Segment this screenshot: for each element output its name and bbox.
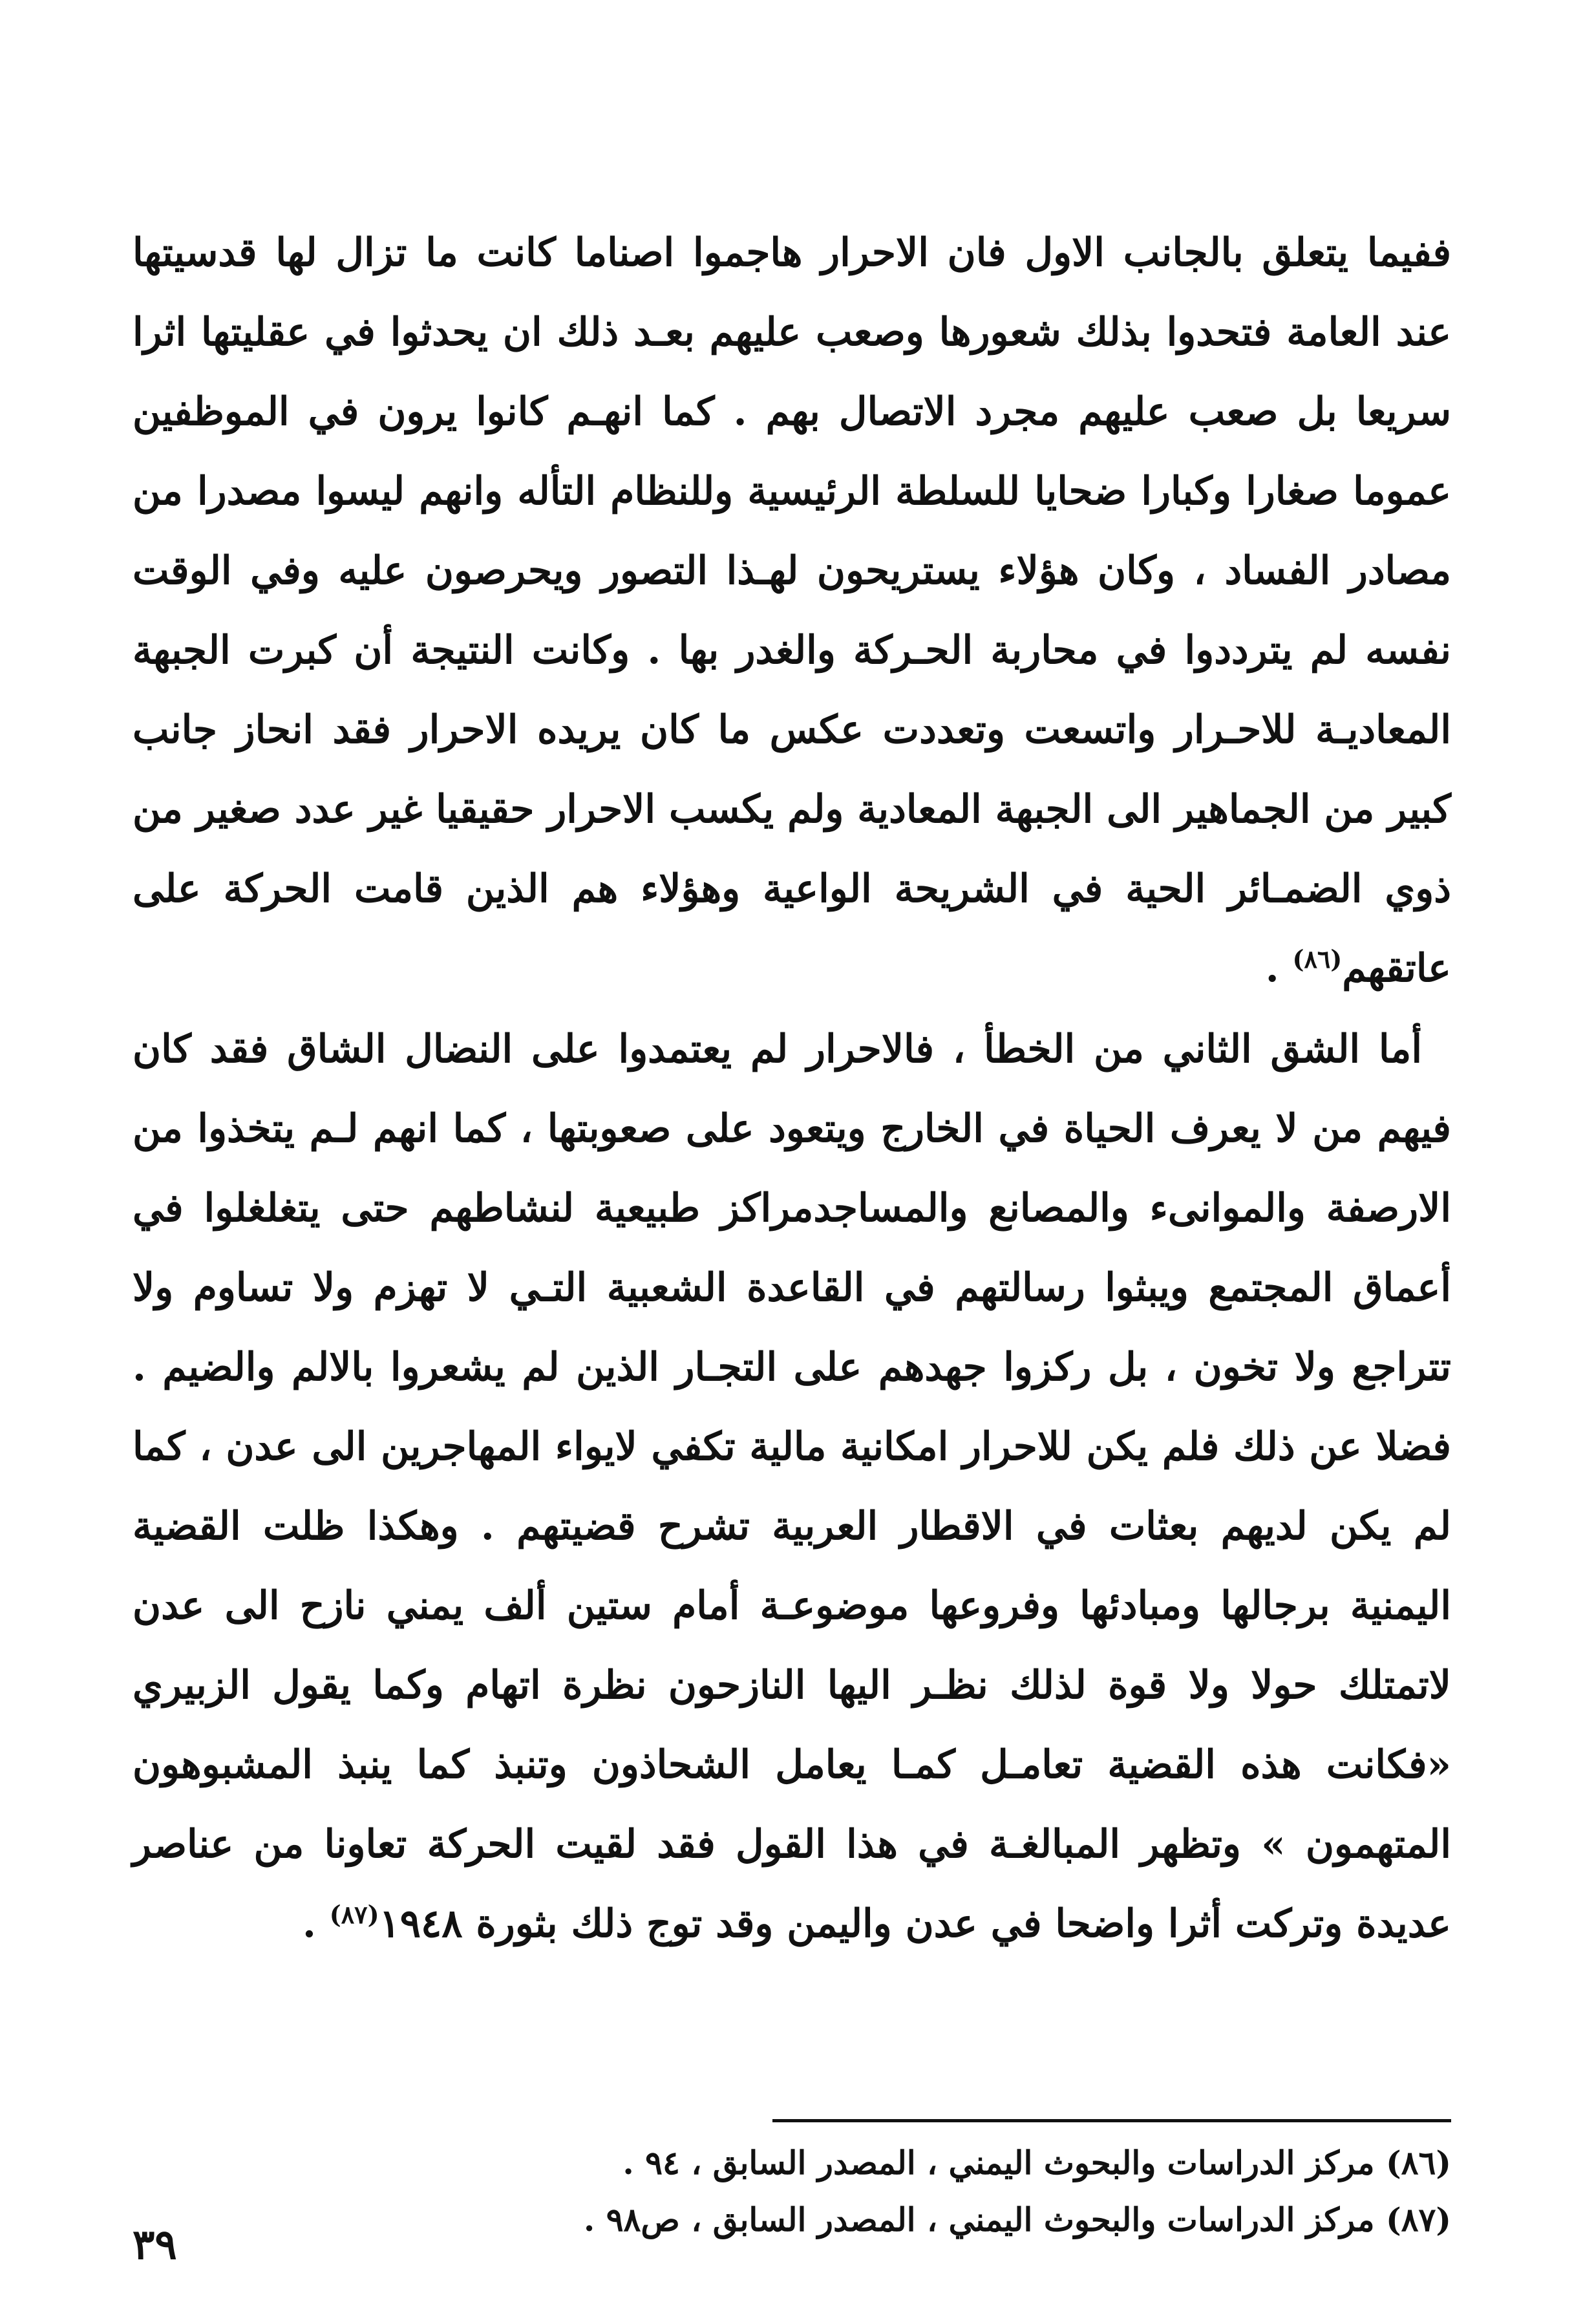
footnote-87: (٨٧) مركز الدراسات والبحوث اليمني ، المصدر السابق ، ص٩٨ . — [583, 2201, 1451, 2239]
footnotes — [133, 2135, 1451, 2248]
paragraph-1-text: ففيما يتعلق بالجانب الاول فان الاحرار هاجموا اصناما كانت ما تزال لها قدسيتها عند العامة فتحدوا بذلك شعورها وصعب عليهم بعـد ذلك ان يحدثوا في عقليتها اثرا سريعا بل صعب عليهم مجرد الاتصال بهم . كما انهـم كانوا يرون في الموظفين عموما صغارا وكبارا ضحايا للسلطة الرئيسية وللنظام التأله وانهم ليسوا مصدرا من مصادر الفساد ، وكان هؤلاء يستريحون لهـذا التصور ويحرصون عليه وفي الوقت نفسه لم يترددوا في محاربة الحـركة والغدر بها . وكانت النتيجة أن كبرت الجبهة المعاديـة للاحـرار واتسعت وتعددت عكس ما كان يريده الاحرار فقد انحاز جانب كبير من الجماهير الى الجبهة المعادية ولم يكسب الاحرار حقيقيا غير عدد صغير من ذوي الضمـائر الحية في الشريحة الواعية وهؤلاء هم الذين قامت الحركة على عاتقهم — [133, 230, 1452, 991]
paragraph-1 — [133, 213, 1451, 1008]
page-number: ٣٩ — [133, 2221, 177, 2269]
body-text — [133, 213, 1451, 1964]
paragraph-2-text: أما الشق الثاني من الخطأ ، فالاحرار لم يعتمدوا على النضال الشاق فقد كان فيهم من لا يعرف الحياة في الخارج ويتعود على صعوبتها ، كما انهم لـم يتخذوا من الارصفة والموانىء والمصانع والمساجدمراكز طبيعية لنشاطهم حتى يتغلغلوا في أعماق المجتمع ويبثوا رسالتهم في القاعدة الشعبية التـي لا تهزم ولا تساوم ولا تتراجع ولا تخون ، بل ركزوا جهدهم على التجـار الذين لم يشعروا بالالم والضيم . فضلا عن ذلك فلم يكن للاحرار امكانية مالية تكفي لايواء المهاجرين الى عدن ، كما لم يكن لديهم بعثات في الاقطار العربية تشرح قضيتهم . وهكذا ظلت القضية اليمنية برجالها ومبادئها وفروعها موضوعـة أمام ستين ألف يمني نازح الى عدن لاتمتلك حولا ولا قوة لذلك نظـر اليها النازحون نظرة اتهام وكما يقول الزبيري «فكانت هذه القضية تعامـل كمـا يعامل الشحاذون وتنبذ كما ينبذ المشبوهون المتهمون » وتظهر المبالغـة في هذا القول فقد لقيت الحركة تعاونا من عناصر عديدة وتركت أثرا واضحا في عدن واليمن وقد توج ذلك بثورة ١٩٤٨ — [133, 1027, 1451, 1946]
footnote-ref-86: (٨٦) — [1292, 944, 1343, 974]
paragraph-2-end: . — [303, 1901, 330, 1946]
paragraph-1-end: . — [1265, 946, 1293, 991]
paragraph-2 — [133, 1010, 1451, 1964]
footnote-ref-87: (٨٧) — [329, 1900, 379, 1929]
footnote-divider — [772, 2119, 1451, 2122]
footnote-86: (٨٦) مركز الدراسات والبحوث اليمني ، المصدر السابق ، ٩٤ . — [622, 2144, 1451, 2182]
